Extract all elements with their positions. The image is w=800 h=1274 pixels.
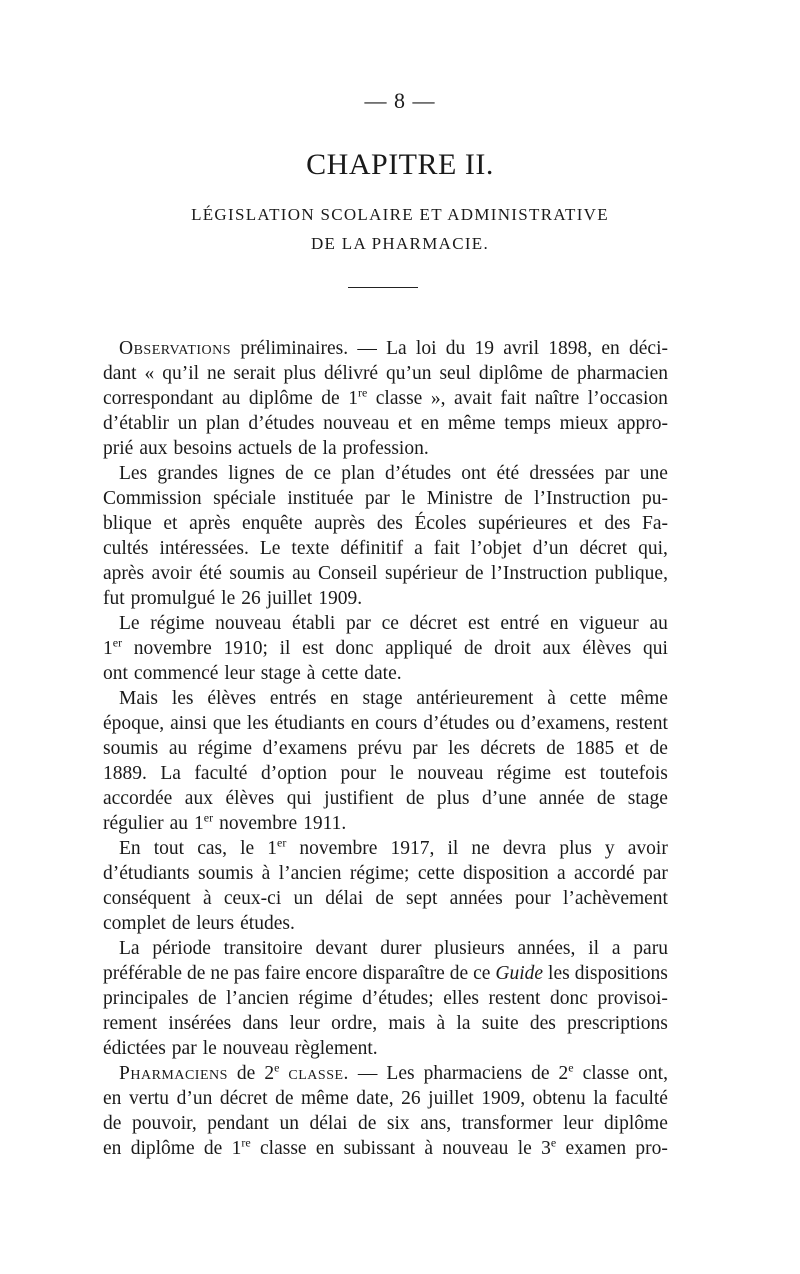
text-line: dant « qu’il ne serait plus délivré qu’un seul diplôme de pharmacien	[103, 363, 668, 384]
text-line: 1889. La faculté d’option pour le nouveau régime est toutefois	[103, 763, 668, 784]
text-line: Mais les élèves entrés en stage antérieurement à cette même	[119, 688, 668, 709]
chapter-subtitle-line-2: DE LA PHARMACIE.	[310, 234, 490, 253]
text-line: Les grandes lignes de ce plan d’études ont été dressées par une	[119, 463, 668, 484]
section-divider	[348, 287, 418, 288]
chapter-subtitle-line-1: LÉGISLATION SCOLAIRE ET ADMINISTRATIVE	[191, 205, 609, 224]
page-number: — 8 —	[364, 88, 436, 113]
text-line: complet de leurs études.	[103, 913, 295, 934]
text-line: Pharmaciens de 2e classe. — Les pharmaciens de 2e classe ont,	[119, 1060, 668, 1084]
text-line: régulier au 1er novembre 1911.	[103, 810, 347, 834]
text-line: cultés intéressées. Le texte définitif a fait l’objet d’un décret qui,	[103, 538, 668, 559]
text-line: Commission spéciale instituée par le Ministre de l’Instruction pu-	[103, 488, 668, 509]
text-line: en diplôme de 1re classe en subissant à nouveau le 3e examen pro-	[103, 1135, 668, 1159]
text-line: édictées par le nouveau règlement.	[103, 1038, 378, 1059]
text-line: conséquent à ceux-ci un délai de sept années pour l’achèvement	[103, 888, 668, 909]
chapter-title: CHAPITRE II.	[306, 148, 494, 181]
text-line: Observations préliminaires. — La loi du 19 avril 1898, en déci-	[119, 338, 668, 359]
text-line: soumis au régime d’examens prévu par les décrets de 1885 et de	[103, 738, 668, 759]
text-line: fut promulgué le 26 juillet 1909.	[103, 588, 363, 609]
text-line: Le régime nouveau établi par ce décret est entré en vigueur au	[119, 613, 668, 634]
text-line: accordée aux élèves qui justifient de plus d’une année de stage	[103, 788, 668, 809]
text-line: d’étudiants soumis à l’ancien régime; cette disposition a accordé par	[103, 863, 668, 884]
text-line: après avoir été soumis au Conseil supérieur de l’Instruction publique,	[103, 563, 668, 584]
text-line: époque, ainsi que les étudiants en cours d’études ou d’examens, restent	[103, 713, 668, 734]
text-line: 1er novembre 1910; il est donc appliqué de droit aux élèves qui	[103, 635, 668, 659]
text-line: en vertu d’un décret de même date, 26 juillet 1909, obtenu la faculté	[103, 1088, 668, 1109]
text-line: La période transitoire devant durer plusieurs années, il a paru	[119, 938, 668, 959]
text-line: rement insérées dans leur ordre, mais à la suite des prescriptions	[103, 1013, 668, 1034]
text-line: ont commencé leur stage à cette date.	[103, 663, 402, 684]
text-line: préférable de ne pas faire encore disparaître de ce Guide les dispositions	[103, 963, 668, 984]
text-line: de pouvoir, pendant un délai de six ans, transformer leur diplôme	[103, 1113, 668, 1134]
text-line: En tout cas, le 1er novembre 1917, il ne devra plus y avoir	[119, 835, 668, 859]
body-text	[103, 336, 668, 1161]
text-line: correspondant au diplôme de 1re classe », avait fait naître l’occasion	[103, 385, 668, 409]
text-line: principales de l’ancien régime d’études; elles restent donc provisoi-	[103, 988, 668, 1009]
text-line: d’établir un plan d’études nouveau et en même temps mieux appro-	[103, 413, 668, 434]
text-line: blique et après enquête auprès des Écoles supérieures et des Fa-	[103, 513, 668, 534]
text-line: prié aux besoins actuels de la profession.	[103, 438, 429, 459]
